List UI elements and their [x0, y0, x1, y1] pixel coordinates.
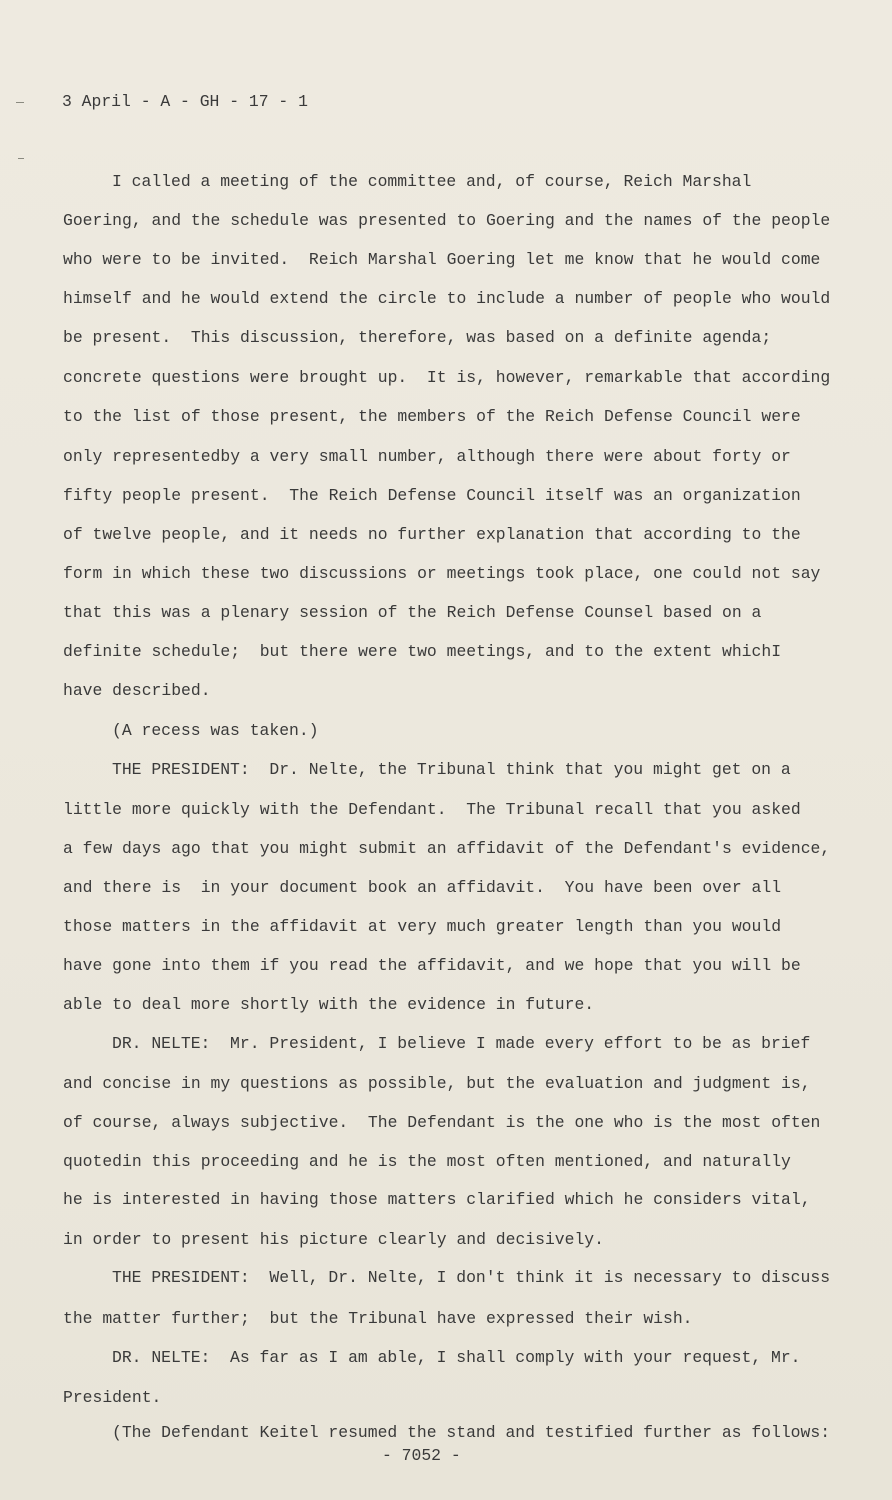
text-line: be present. This discussion, therefore, was based on a definite agenda;	[63, 328, 772, 347]
text-line: I called a meeting of the committee and, of course, Reich Marshal	[112, 172, 752, 191]
text-line: and there is in your document book an affidavit. You have been over all	[63, 878, 782, 897]
text-line: concrete questions were brought up. It is, however, remarkable that according	[63, 368, 831, 387]
text-line: (The Defendant Keitel resumed the stand and testified further as follows:	[112, 1423, 831, 1442]
text-line: definite schedule; but there were two meetings, and to the extent whichI	[63, 642, 782, 661]
text-line: THE PRESIDENT: Well, Dr. Nelte, I don't think it is necessary to discuss	[112, 1268, 831, 1287]
text-line: (A recess was taken.)	[112, 721, 319, 740]
text-line: fifty people present. The Reich Defense Council itself was an organization	[63, 486, 801, 505]
text-line: those matters in the affidavit at very much greater length than you would	[63, 917, 782, 936]
text-line: and concise in my questions as possible, but the evaluation and judgment is,	[63, 1074, 811, 1093]
text-line: who were to be invited. Reich Marshal Goering let me know that he would come	[63, 250, 821, 269]
text-line: DR. NELTE: Mr. President, I believe I made every effort to be as brief	[112, 1034, 811, 1053]
text-line: have gone into them if you read the affidavit, and we hope that you will be	[63, 956, 801, 975]
text-line: quotedin this proceeding and he is the most often mentioned, and naturally	[63, 1152, 791, 1171]
text-line: of twelve people, and it needs no further explanation that according to the	[63, 525, 801, 544]
text-line: himself and he would extend the circle to include a number of people who would	[63, 289, 831, 308]
text-line: Goering, and the schedule was presented to Goering and the names of the people	[63, 211, 831, 230]
text-line: he is interested in having those matters clarified which he considers vital,	[63, 1190, 811, 1209]
page-number: - 7052 -	[382, 1446, 461, 1465]
text-line: DR. NELTE: As far as I am able, I shall comply with your request, Mr.	[112, 1348, 801, 1367]
text-line: little more quickly with the Defendant. The Tribunal recall that you asked	[63, 800, 801, 819]
margin-mark-mid	[18, 158, 24, 159]
text-line: THE PRESIDENT: Dr. Nelte, the Tribunal think that you might get on a	[112, 760, 791, 779]
text-line: that this was a plenary session of the Reich Defense Counsel based on a	[63, 603, 762, 622]
page-header: 3 April - A - GH - 17 - 1	[62, 92, 308, 111]
text-line: President.	[63, 1388, 162, 1407]
text-line: have described.	[63, 681, 211, 700]
text-line: a few days ago that you might submit an affidavit of the Defendant's evidence,	[63, 839, 831, 858]
text-line: form in which these two discussions or meetings took place, one could not say	[63, 564, 821, 583]
text-line: able to deal more shortly with the evidence in future.	[63, 995, 595, 1014]
text-line: of course, always subjective. The Defendant is the one who is the most often	[63, 1113, 821, 1132]
text-line: only representedby a very small number, although there were about forty or	[63, 447, 791, 466]
margin-mark-top	[16, 102, 24, 103]
text-line: the matter further; but the Tribunal have expressed their wish.	[63, 1309, 693, 1328]
text-line: in order to present his picture clearly and decisively.	[63, 1230, 604, 1249]
text-line: to the list of those present, the members of the Reich Defense Council were	[63, 407, 801, 426]
